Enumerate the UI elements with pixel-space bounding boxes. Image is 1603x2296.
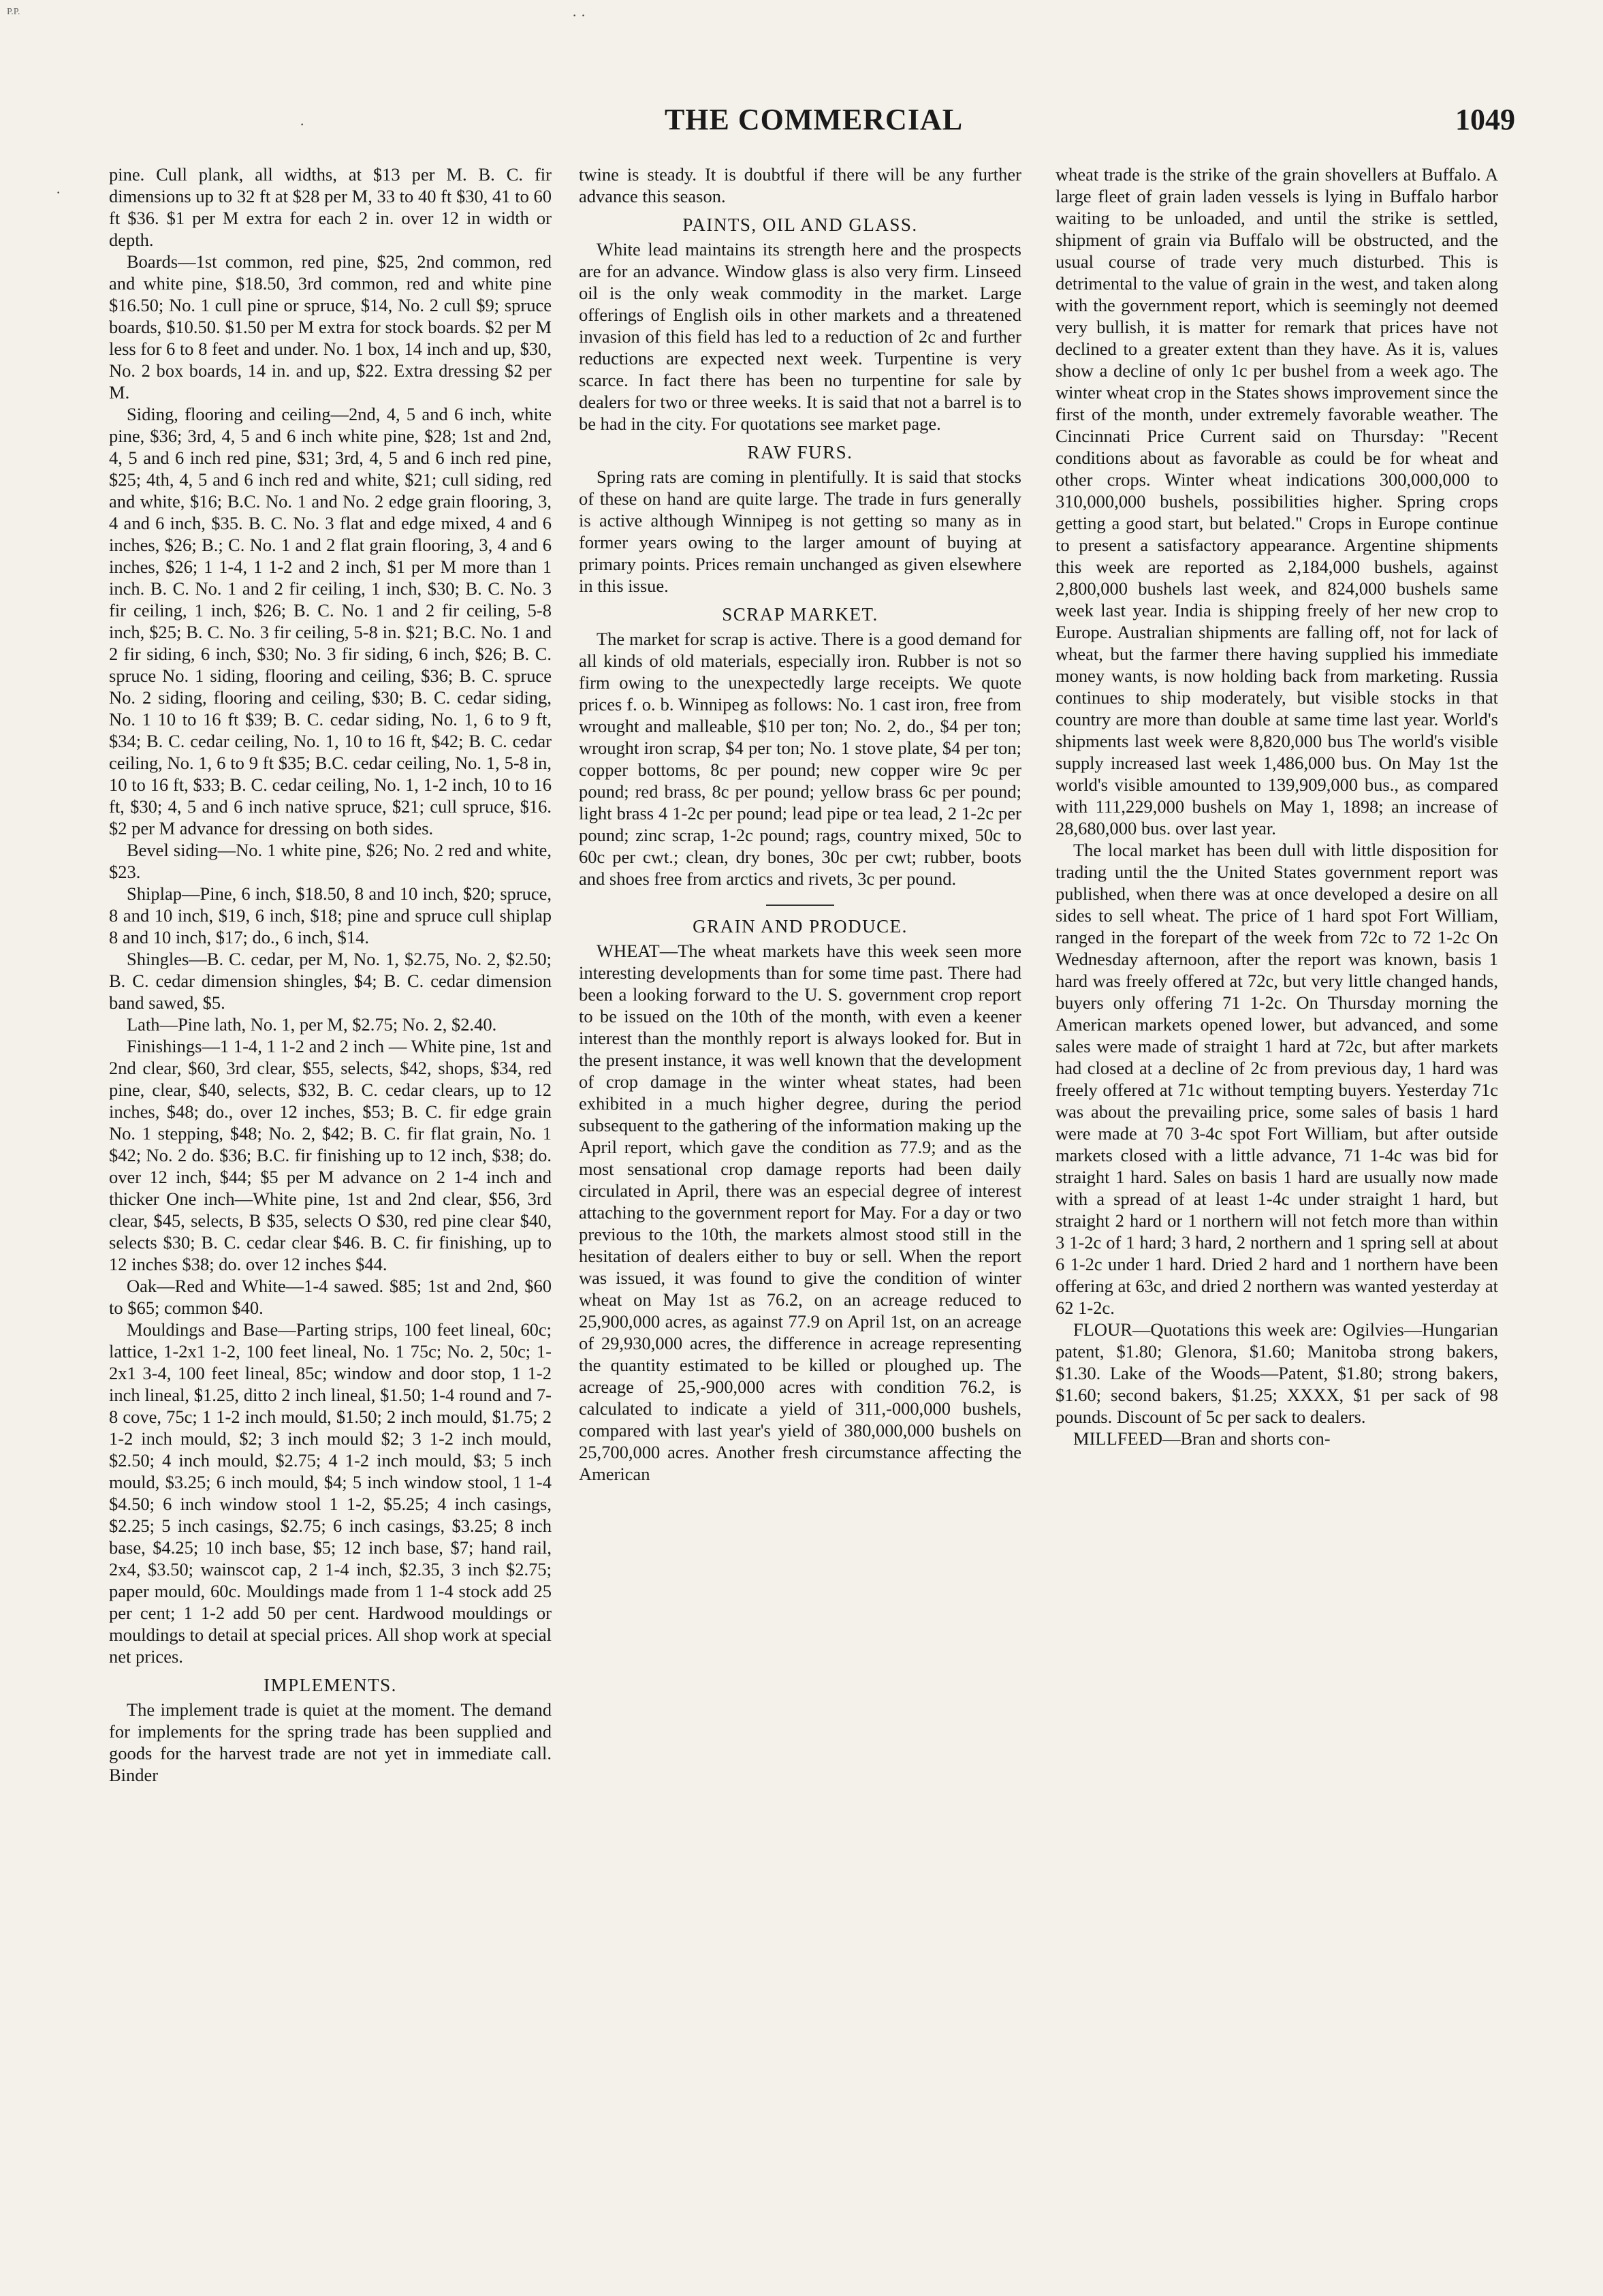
paragraph: Siding, flooring and ceiling—2nd, 4, 5 and 6 inch, white pine, $36; 3rd, 4, 5 and 6 inch white pine, $28; 1st and 2nd, 4, 5 and 6 inch red pine, $31; 3rd, 4, 5 and 6 inch red pine, $25; 4th, 4, 5 and 6 inch red and white, $21; cull siding, red and white, $16; B.C. No. 1 and No. 2 edge grain flooring, 3, 4 and 6 inch, $35. B. C. No. 3 flat and edge mixed, 4 and 6 inches, $26; B.; C. No. 1 and 2 flat grain flooring, 3, 4 and 6 inches, $26; 1 1-4, 1 1-2 and 2 inch, $1 per M more than 1 inch. B. C. No. 1 and 2 fir ceiling, 1 inch, $30; B. C. No. 3 fir ceiling, 1 inch, $26; B. C. No. 1 and 2 fir ceiling, 5-8 inch, $25; B. C. No. 3 fir ceiling, 5-8 in. $21; B.C. No. 1 and 2 fir siding, 6 inch, $30; No. 3 fir siding, 6 inch, $26; B. C. spruce No. 1 siding, flooring and ceiling, $36; B. C. spruce No. 2 siding, flooring and ceiling, $30; B. C. cedar siding, No. 1 10 to 16 ft $39; B. C. cedar siding, No. 1, 6 to 9 ft, $34; B. C. cedar ceiling, No. 1, 10 to 16 ft, $42; B. C. cedar ceiling, No. 1, 6 to 9 ft $35; B.C. cedar ceiling, No. 1, 5-8 in, 10 to 16 ft, $33; B. C. cedar ceiling, No. 1, 1-2 inch, 10 to 16 ft, $30; 4, 5 and 6 inch native spruce, $21; cull spruce, $16. $2 per M advance for dressing on both sides.: [109, 404, 552, 838]
margin-mark: ·: [56, 184, 61, 201]
page-header: [112, 102, 1515, 143]
section-heading-paints: PAINTS, OIL AND GLASS.: [682, 215, 918, 235]
column-2: [579, 163, 1021, 2248]
publication-title: THE COMMERCIAL: [664, 103, 964, 136]
paragraph: pine. Cull plank, all widths, at $13 per M. B. C. fir dimensions up to 32 ft at $28 per M, 33 to 40 ft $30, 41 to 60 ft $36. $1 per M extra for each 2 in. over 12 in width or depth.: [109, 164, 552, 250]
paragraph: Boards—1st common, red pine, $25, 2nd common, red and white pine, $18.50, 3rd common, red and white pine $16.50; No. 1 cull pine or spruce, $14, No. 2 cull $9; spruce boards, $10.50. $1.50 per M extra for stock boards. $2 per M less for 6 to 8 feet and under. No. 1 box, 14 inch and up, $30, No. 2 box boards, 14 in. and up, $22. Extra dressing $2 per M.: [109, 251, 552, 403]
paragraph: Shingles—B. C. cedar, per M, No. 1, $2.75, No. 2, $2.50; B. C. cedar dimension shingles, $4; B. C. cedar dimension band sawed, $5.: [109, 949, 552, 1013]
section-heading-grain: GRAIN AND PRODUCE.: [693, 916, 908, 937]
paragraph: FLOUR—Quotations this week are: Ogilvies—Hungarian patent, $1.80; Glenora, $1.60; Manitoba strong bakers, $1.30. Lake of the Woods—Patent, $1.80; strong bakers, $1.60; second bakers, $1.25; XXXX, $1 per sack of 98 pounds. Discount of 5c per sack to dealers.: [1056, 1319, 1498, 1427]
paragraph: Lath—Pine lath, No. 1, per M, $2.75; No. 2, $2.40.: [127, 1014, 497, 1035]
paragraph: Finishings—1 1-4, 1 1-2 and 2 inch — White pine, 1st and 2nd clear, $60, 3rd clear, $55, selects, $42, shops, $34, red pine, clear, $40, selects, $32, B. C. cedar clears, up to 12 inches, $48; do., over 12 inches, $53; B. C. fir edge grain No. 1 stepping, $48; No. 2, $42; B. C. fir flat grain, No. 1 $42; No. 2 do. $36; B.C. fir finishing up to 12 inch, $38; do. over 12 inch, $44; $5 per M advance on 2 1-4 inch and thicker One inch—White pine, 1st and 2nd clear, $56, 3rd clear, $45, selects, B $35, selects O $30, red pine clear $40, selects $30; B. C. cedar clear $46. B. C. fir finishing, up to 12 inches $38; do. over 12 inches $44.: [109, 1036, 552, 1274]
paragraph: The implement trade is quiet at the moment. The demand for implements for the spring trade has been supplied and goods for the harvest trade are not yet in immediate call. Binder: [109, 1699, 552, 1785]
paragraph: Shiplap—Pine, 6 inch, $18.50, 8 and 10 inch, $20; spruce, 8 and 10 inch, $19, 6 inch, $18; pine and spruce cull shiplap 8 and 10 inch, $17; do., 6 inch, $14.: [109, 883, 552, 947]
paragraph: The local market has been dull with little disposition for trading until the the United States government report was published, when there was at once developed a desire on all sides to sell wheat. The price of 1 hard spot Fort William, ranged in the forepart of the week from 72c to 72 1-2c On Wednesday afternoon, after the report was known, basis 1 hard was freely offered at 72c, but very little changed hands, buyers only offering 71 1-2c. On Thursday morning the American markets opened lower, but advanced, and some sales were made of straight 1 hard at 72c, but after markets had closed at a decline of 2c from previous day, 1 hard was freely offered at 71c without tempting buyers. Yesterday 71c was about the prevailing price, some sales of basis 1 hard were made at 70 3-4c spot Fort William, but after outside markets closed with a little advance, 71 1-4c was bid for straight 1 hard. Sales on basis 1 hard are usually now made with a spread of at least 1-4c under straight 1 hard, but straight 2 hard or 1 northern will not fetch more than within 3 1-2c of 1 hard; 3 hard, 2 northern and 1 spring sell at about 6 1-2c under 1 hard. Dried 2 hard and 1 northern have been offering at 63c, and dried 2 northern was wanted yesterday at 62 1-2c.: [1056, 840, 1498, 1318]
paragraph: White lead maintains its strength here and the prospects are for an advance. Window glass is also very firm. Linseed oil is the only weak commodity in the market. Large offerings of English oils in other markets and a threatened invasion of this field has led to a reduction of 2c and further reductions are expected next week. Turpentine is very scarce. In fact there has been no turpentine for sale by dealers for two or three weeks. It is said that not a barrel is to be had in the city. For quotations see market page.: [579, 239, 1021, 434]
paragraph: WHEAT—The wheat markets have this week seen more interesting developments than for some time past. There had been a looking forward to the U. S. government crop report to be issued on the 10th of the month, with even a keener interest than the monthly report is always looked for. But in the present instance, it was well known that the development of crop damage in the winter wheat states, had been exhibited in a much higher degree, during the period subsequent to the gathering of the information making up the April report, which gave the condition as 77.9; and as the most sensational crop damage reports had been daily circulated in April, there was an especial degree of interest attaching to the government report for May. For a day or two previous to the 10th, the markets almost stood still in the hesitation of dealers either to buy or sell. When the report was issued, it was found to give the condition of winter wheat on May 1st as 76.2, on an acreage reduced to 25,900,000 acres, as against 77.9 on April 1st, on an acreage of 29,930,000 acres, the difference in acreage representing the quantity estimated to be killed or ploughed up. The acreage of 25,-900,000 acres with condition 76.2, is calculated to indicate a yield of 311,-000,000 bushels, compared with last year's yield of 380,000,000 bushels on 25,700,000 acres. Another fresh circumstance affecting the American: [579, 941, 1021, 1484]
page-number: 1049: [1455, 103, 1515, 136]
margin-mark: ·: [300, 116, 305, 133]
section-heading-raw-furs: RAW FURS.: [747, 442, 853, 462]
paragraph: twine is steady. It is doubtful if there will be any further advance this season.: [579, 164, 1021, 206]
margin-mark: · ·: [572, 7, 586, 24]
paragraph: wheat trade is the strike of the grain shovellers at Buffalo. A large fleet of grain laden vessels is lying in Buffalo harbor waiting to be unloaded, and until the strike is settled, shipment of grain via Buffalo will be obstructed, and the usual course of trade very much disturbed. This is detrimental to the value of grain in the west, and taken along with the government report, which is seemingly not deemed very bullish, it is matter for remark that prices have not declined to a greater extent than they have. As it is, values show a decline of only 1c per bushel from a week ago. The winter wheat crop in the States shows improvement since the first of the month, under extremely favorable weather. The Cincinnati Price Current said on Thursday: "Recent conditions about as favorable as could be for wheat and other crops. Winter wheat indications 300,000,000 to 310,000,000 bushels, possibilities higher. Spring crops getting a good start, but belated." Crops in Europe continue to present a satisfactory appearance. Argentine shipments this week are reported as 2,184,000 bushels, against 2,800,000 bushels last week, and 824,000 bushels same week last year. India is shipping freely of her new crop to Europe. Australian shipments are falling off, not for lack of wheat, but the farmer there having supplied his immediate money wants, is now holding back from marketing. Russia continues to ship moderately, but visible stocks in that country are more than double at same time last year. World's shipments last week were 8,820,000 bus The world's visible supply increased last week 1,486,000 bus. On May 1st the world's visible amounted to 139,909,000 bus., as compared with 111,229,000 bushels on May 1, 1898; an increase of 28,680,000 bus. over last year.: [1056, 164, 1498, 838]
margin-mark: P.P.: [7, 7, 20, 17]
column-3: [1056, 163, 1498, 2248]
paragraph: Mouldings and Base—Parting strips, 100 feet lineal, 60c; lattice, 1-2x1 1-2, 100 feet lineal, No. 1 75c; No. 2, 50c; 1-2x1 3-4, 100 feet lineal, 85c; window and door stop, 1 1-2 inch lineal, $1.25, ditto 2 inch lineal, $1.50; 1-4 round and 7-8 cove, 75c; 1 1-2 inch mould, $1.50; 2 inch mould, $1.75; 2 1-2 inch mould, $2; 3 inch mould $2; 3 1-2 inch mould, $2.50; 4 inch mould, $2.75; 4 1-2 inch mould, $3; 5 inch mould, $3.25; 6 inch mould, $4; 5 inch window stool, 1 1-4 $4.50; 6 inch window stool 1 1-2, $5.25; 4 inch casings, $2.25; 5 inch casings, $2.75; 6 inch casings, $3.25; 8 inch base, $4.25; 10 inch base, $5; 12 inch base, $7; hand rail, 2x4, $3.50; wainscot cap, 2 1-4 inch, $2.35, 3 inch $2.75; paper mould, 60c. Mouldings made from 1 1-4 stock add 25 per cent; 1 1-2 add 50 per cent. Hardwood mouldings or mouldings to detail at special prices. All shop work at special net prices.: [109, 1319, 552, 1667]
column-1: [109, 163, 552, 2248]
section-heading-scrap: SCRAP MARKET.: [722, 604, 878, 625]
paragraph: Spring rats are coming in plentifully. It is said that stocks of these on hand are quite large. The trade in furs generally is active although Winnipeg is not getting so many as in former years owing to the larger amount of buying at primary points. Prices remain unchanged as given elsewhere in this issue.: [579, 467, 1021, 596]
paragraph: MILLFEED—Bran and shorts con-: [1073, 1428, 1331, 1449]
section-heading-implements: IMPLEMENTS.: [264, 1675, 397, 1695]
section-divider: [766, 905, 834, 906]
paragraph: Bevel siding—No. 1 white pine, $26; No. 2 red and white, $23.: [109, 840, 552, 882]
paragraph: Oak—Red and White—1-4 sawed. $85; 1st and 2nd, $60 to $65; common $40.: [109, 1276, 552, 1318]
paragraph: The market for scrap is active. There is a good demand for all kinds of old materials, especially iron. Rubber is not so firm owing to the unexpectedly large receipts. We quote prices f. o. b. Winnipeg as follows: No. 1 cast iron, free from wrought and malleable, $10 per ton; No. 2, do., $4 per ton; wrought iron scrap, $4 per ton; No. 1 stove plate, $4 per ton; copper bottoms, 8c per pound; new copper wire 9c per pound; red brass, 8c per pound; yellow brass 6c per pound; light brass 4 1-2c per pound; lead pipe or tea lead, 2 1-2c per pound; zinc scrap, 1-2c pound; rags, country mixed, 50c to 60c per cwt.; clean, dry bones, 30c per cwt; rubber, boots and shoes free from arctics and rivets, 3c per pound.: [579, 629, 1021, 889]
